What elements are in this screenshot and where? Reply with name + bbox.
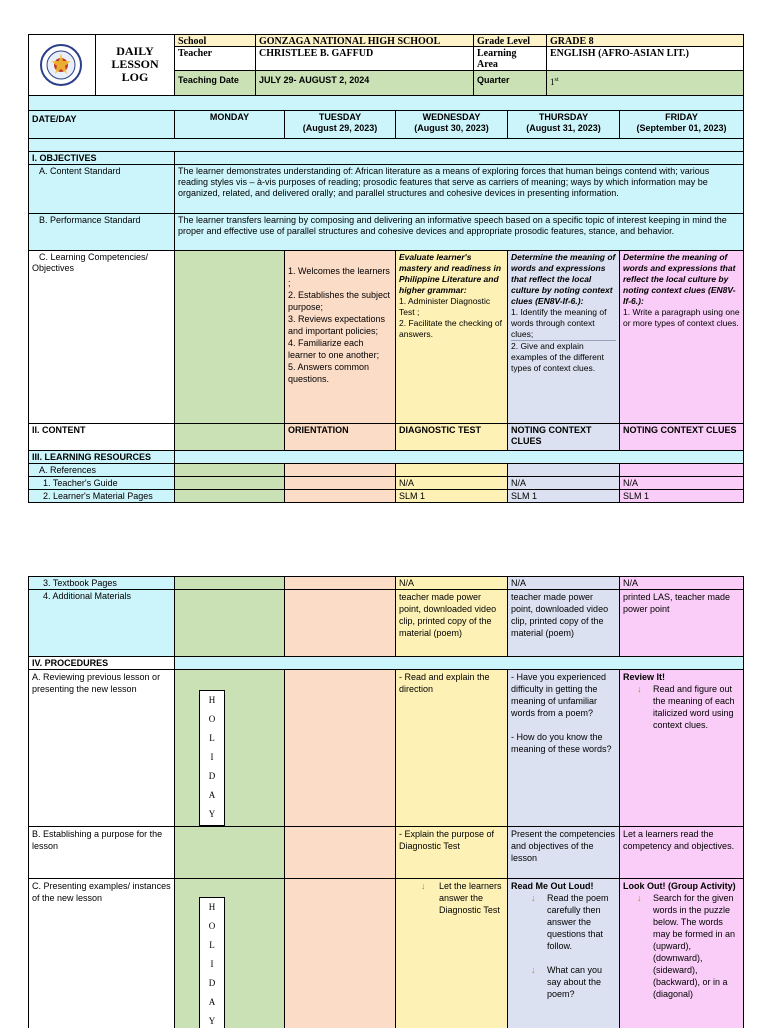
content-label: II. CONTENT	[28, 423, 175, 451]
content-standard-label: A. Content Standard	[28, 164, 175, 214]
tuesday-objective-2: 2. Establishes the subject purpose;	[288, 290, 391, 312]
wednesday-procedure-b: - Explain the purpose of Diagnostic Test	[395, 826, 508, 879]
bullet-arrow-icon: ↓	[531, 893, 536, 903]
poem-question-bullet	[511, 964, 616, 1000]
bullet-arrow-icon: ↓	[531, 965, 536, 975]
holiday-letter: D	[208, 771, 216, 781]
diagnostic-bullet	[399, 880, 504, 916]
teaching-date-label: Teaching Date	[174, 70, 256, 96]
friday-procedure-b: Let a learners read the competency and objectives.	[619, 826, 744, 879]
teachers-guide-label: 1. Teacher's Guide	[28, 476, 175, 490]
wednesday-procedure-a: - Read and explain the direction	[395, 669, 508, 827]
friday-references	[619, 463, 744, 477]
thursday-objective-2: 2. Give and explain examples of the different types of context clues.	[511, 340, 616, 374]
area-label-line1: Learning	[477, 48, 517, 59]
thursday-competencies	[507, 250, 620, 424]
thursday-review-q2: - How do you know the meaning of these words?	[511, 732, 612, 754]
holiday-letter: Y	[208, 809, 216, 819]
holiday-label	[199, 690, 225, 826]
read-poem-text: Read the poem carefully then answer the questions that follow.	[547, 893, 609, 951]
thursday-review-q1: - Have you experienced difficulty in getting the meaning of unfamiliar words from a poem?	[511, 672, 607, 718]
area-label-line2: Area	[477, 59, 498, 70]
read-poem-bullet	[511, 892, 616, 952]
thursday-procedure-c	[507, 878, 620, 1028]
holiday-letter: Y	[208, 1016, 216, 1026]
wednesday-tg: N/A	[395, 476, 508, 490]
friday-label: FRIDAY	[665, 112, 698, 122]
look-out-title: Look Out! (Group Activity)	[623, 881, 736, 891]
holiday-letter: I	[210, 752, 214, 762]
diagnostic-bullet-text: Let the learners answer the Diagnostic Test	[439, 881, 502, 915]
monday-competencies	[174, 250, 285, 424]
tuesday-content: ORIENTATION	[284, 423, 396, 451]
thursday-tg: N/A	[507, 476, 620, 490]
tuesday-tb	[284, 576, 396, 590]
friday-lm: SLM 1	[619, 489, 744, 503]
review-it-bullet	[623, 683, 740, 731]
thursday-label: THURSDAY	[538, 112, 589, 122]
friday-objective-intro: Determine the meaning of words and expressions that reflect the local culture by noting context clues (EN8V-If-6.):	[623, 252, 736, 306]
objectives-heading-fill	[174, 151, 744, 165]
bullet-arrow-icon: ↓	[637, 893, 642, 903]
wednesday-procedure-c	[395, 878, 508, 1028]
competencies-label-line1: C. Learning Competencies/	[39, 252, 149, 262]
teacher-label: Teacher	[174, 46, 256, 71]
tuesday-date: (August 29, 2023)	[302, 123, 378, 133]
holiday-letter: L	[209, 940, 215, 950]
quarter-label: Quarter	[473, 70, 547, 96]
objectives-heading: I. OBJECTIVES	[28, 151, 175, 165]
tuesday-am	[284, 589, 396, 657]
friday-objective-1: 1. Write a paragraph using one or more types of context clues.	[623, 307, 740, 328]
tuesday-tg	[284, 476, 396, 490]
holiday-letter: D	[208, 978, 216, 988]
monday-procedure-b	[174, 826, 285, 879]
tuesday-procedure-c	[284, 878, 396, 1028]
monday-procedure-c	[174, 878, 285, 1028]
holiday-label	[199, 897, 225, 1028]
school-value: GONZAGA NATIONAL HIGH SCHOOL	[255, 34, 474, 47]
thursday-am: teacher made power point, downloaded video clip, printed copy of the material (poem)	[507, 589, 620, 657]
quarter-suffix: st	[554, 77, 559, 83]
competencies-label-line2: Objectives	[32, 263, 75, 273]
wednesday-label: WEDNESDAY	[422, 112, 481, 122]
thursday-references	[507, 463, 620, 477]
additional-materials-label: 4. Additional Materials	[28, 589, 175, 657]
holiday-letter: H	[208, 695, 216, 705]
competencies-label	[28, 250, 175, 424]
thursday-lm: SLM 1	[507, 489, 620, 503]
learning-area-value: ENGLISH (AFRO-ASIAN LIT.)	[546, 46, 744, 71]
tuesday-references	[284, 463, 396, 477]
monday-procedure-a	[174, 669, 285, 827]
friday-header	[619, 110, 744, 139]
spacer-row	[28, 138, 744, 152]
holiday-letter: A	[208, 997, 216, 1007]
daily-lesson-log-title	[95, 34, 175, 96]
procedure-a-label: A. Reviewing previous lesson or presenting the new lesson	[28, 669, 175, 827]
wednesday-objective-intro: Evaluate learner's mastery and readiness in Philippine Literature and higher grammar:	[399, 252, 502, 295]
tuesday-procedure-b	[284, 826, 396, 879]
thursday-procedure-b: Present the competencies and objectives of the lesson	[507, 826, 620, 879]
review-it-text: Read and figure out the meaning of each italicized word using context clues.	[653, 684, 735, 730]
spacer-row	[28, 95, 744, 111]
holiday-letter: O	[208, 714, 216, 724]
title-line-2: LESSON LOG	[111, 57, 159, 84]
friday-date: (September 01, 2023)	[636, 123, 727, 133]
tuesday-objective-4: 4. Familiarize each learner to one another;	[288, 338, 380, 360]
references-label: A. References	[28, 463, 175, 477]
friday-procedure-a	[619, 669, 744, 827]
performance-standard-text: The learner transfers learning by composing and delivering an informative speech based on a specific topic of interest keeping in mind the proper and effective use of parallel structures and cohesive devices and appropriate prosodic features, stance, and behavior.	[174, 213, 744, 251]
grade-value: GRADE 8	[546, 34, 744, 47]
procedures-heading: IV. PROCEDURES	[28, 656, 175, 670]
thursday-procedure-a	[507, 669, 620, 827]
friday-tb: N/A	[619, 576, 744, 590]
content-standard-text: The learner demonstrates understanding of: African literature as a means of exploring forces that human beings contend with; various reading styles vis – à-vis purposes of reading; prosodic features that serve as carriers of meaning; ways by which information may be organized, related, and delivered orally; and parallel structures and cohesive devices in presenting information.	[174, 164, 744, 214]
wednesday-date: (August 30, 2023)	[414, 123, 489, 133]
read-me-out-loud-title: Read Me Out Loud!	[511, 881, 594, 891]
monday-references	[174, 463, 285, 477]
holiday-letter: L	[209, 733, 215, 743]
monday-tg	[174, 476, 285, 490]
tuesday-lm	[284, 489, 396, 503]
wednesday-am: teacher made power point, downloaded video clip, printed copy of the material (poem)	[395, 589, 508, 657]
wednesday-header	[395, 110, 508, 139]
resources-heading: III. LEARNING RESOURCES	[28, 450, 175, 464]
holiday-letter: H	[208, 902, 216, 912]
thursday-objective-1: 1. Identify the meaning of words through context clues;	[511, 307, 607, 339]
procedures-heading-fill	[174, 656, 744, 670]
learning-area-label	[473, 46, 547, 71]
monday-header: MONDAY	[174, 110, 285, 139]
quarter-value	[546, 70, 744, 96]
date-day-label: DATE/DAY	[28, 110, 175, 139]
teacher-value: CHRISTLEE B. GAFFUD	[255, 46, 474, 71]
tuesday-competencies	[284, 250, 396, 424]
friday-am: printed LAS, teacher made power point	[619, 589, 744, 657]
tuesday-header	[284, 110, 396, 139]
school-label: School	[174, 34, 256, 47]
look-out-bullet	[623, 892, 740, 1000]
poem-question-text: What can you say about the poem?	[547, 965, 603, 999]
logo-cell	[28, 34, 96, 96]
tuesday-objective-3: 3. Reviews expectations and important policies;	[288, 314, 386, 336]
monday-am	[174, 589, 285, 657]
monday-content	[174, 423, 285, 451]
quarter-number: 1	[550, 77, 555, 87]
deped-seal-icon	[39, 43, 83, 87]
wednesday-competencies	[395, 250, 508, 424]
tuesday-procedure-a	[284, 669, 396, 827]
wednesday-lm: SLM 1	[395, 489, 508, 503]
resources-heading-fill	[174, 450, 744, 464]
look-out-text: Search for the given words in the puzzle below. The words may be formed in an (upward), (downward), (sideward), (backward), or in a (diagonal)	[653, 893, 736, 999]
friday-tg: N/A	[619, 476, 744, 490]
learners-material-label: 2. Learner's Material Pages	[28, 489, 175, 503]
procedure-c-label: C. Presenting examples/ instances of the new lesson	[28, 878, 175, 1028]
tuesday-label: TUESDAY	[318, 112, 362, 122]
holiday-letter: O	[208, 921, 216, 931]
title-line-1: DAILY	[116, 44, 154, 58]
teaching-date-value: JULY 29- AUGUST 2, 2024	[255, 70, 474, 96]
bullet-arrow-icon: ↓	[421, 881, 426, 891]
thursday-content: NOTING CONTEXT CLUES	[507, 423, 620, 451]
holiday-letter: I	[210, 959, 214, 969]
holiday-letter: A	[208, 790, 216, 800]
procedure-b-label: B. Establishing a purpose for the lesson	[28, 826, 175, 879]
wednesday-tb: N/A	[395, 576, 508, 590]
wednesday-references	[395, 463, 508, 477]
monday-tb	[174, 576, 285, 590]
friday-procedure-c	[619, 878, 744, 1028]
thursday-header	[507, 110, 620, 139]
bullet-arrow-icon: ↓	[637, 684, 642, 694]
tuesday-objective-5: 5. Answers common questions.	[288, 362, 370, 384]
friday-content: NOTING CONTEXT CLUES	[619, 423, 744, 451]
wednesday-objective-2: 2. Facilitate the checking of answers.	[399, 318, 503, 339]
textbook-label: 3. Textbook Pages	[28, 576, 175, 590]
performance-standard-label: B. Performance Standard	[28, 213, 175, 251]
friday-competencies	[619, 250, 744, 424]
thursday-date: (August 31, 2023)	[526, 123, 601, 133]
wednesday-content: DIAGNOSTIC TEST	[395, 423, 508, 451]
thursday-objective-intro: Determine the meaning of words and expressions that reflect the local culture by noting context clues (EN8V-If-6.):	[511, 252, 616, 306]
wednesday-objective-1: 1. Administer Diagnostic Test ;	[399, 296, 491, 317]
tuesday-objective-1: 1. Welcomes the learners ;	[288, 266, 390, 288]
monday-lm	[174, 489, 285, 503]
grade-label: Grade Level	[473, 34, 547, 47]
review-it-title: Review It!	[623, 672, 666, 682]
thursday-tb: N/A	[507, 576, 620, 590]
